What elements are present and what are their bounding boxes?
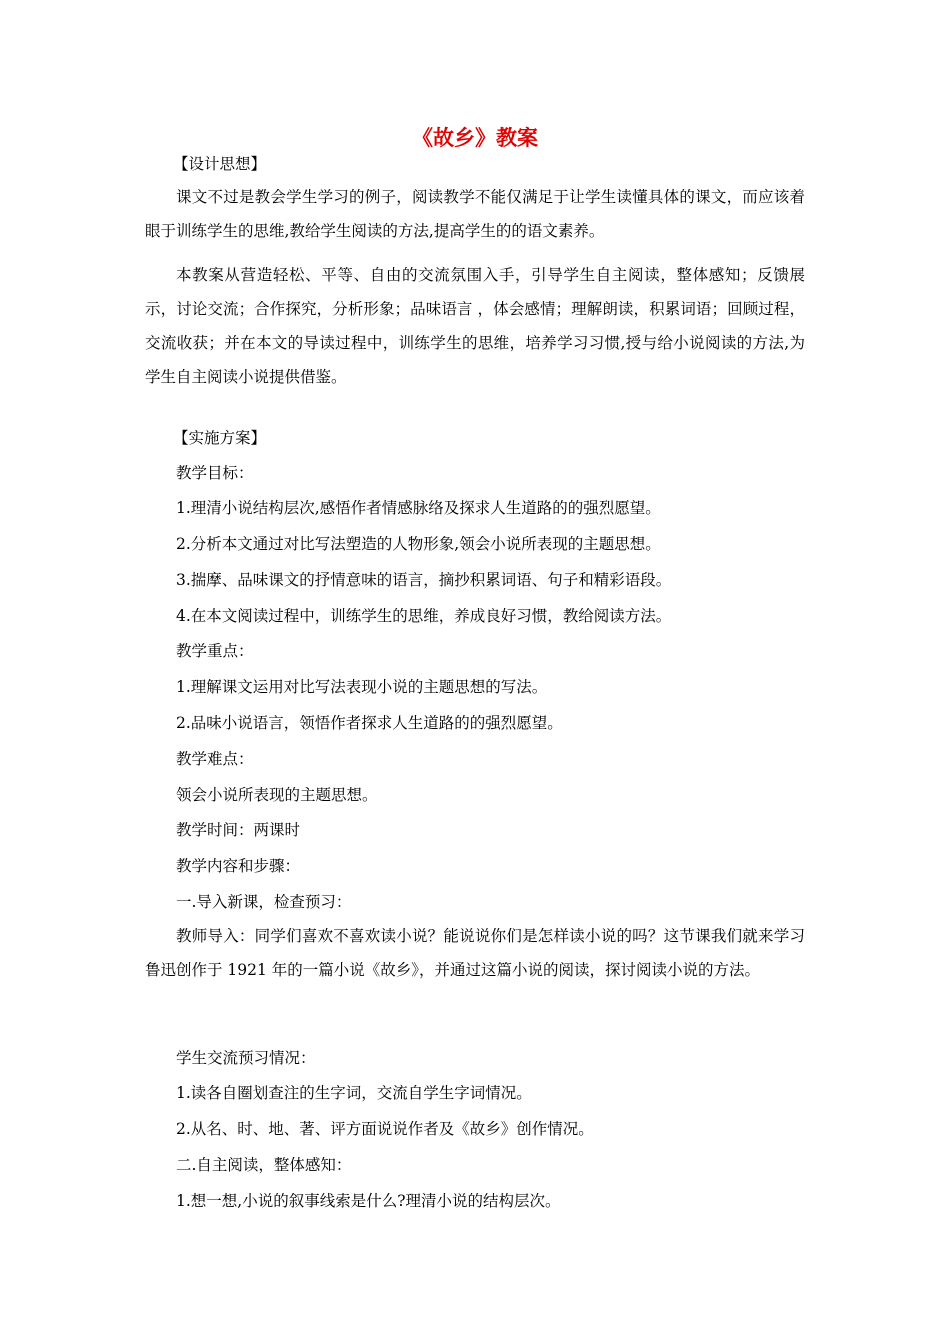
step-1-heading: 一.导入新课，检查预习： bbox=[176, 893, 352, 911]
key-point-item: 1.理解课文运用对比写法表现小说的主题思想的写法。 bbox=[176, 678, 548, 696]
goal-item: 1.理清小说结构层次,感悟作者情感脉络及探求人生道路的的强烈愿望。 bbox=[176, 499, 661, 517]
preview-item: 2.从名、时、地、著、评方面说说作者及《故乡》创作情况。 bbox=[176, 1120, 594, 1138]
key-point-item: 2.品味小说语言，领悟作者探求人生道路的的强烈愿望。 bbox=[176, 714, 563, 732]
preview-item: 1.读各自圈划查注的生字词，交流自学生字词情况。 bbox=[176, 1084, 532, 1102]
teacher-intro-paragraph: 教师导入：同学们喜欢不喜欢读小说？能说说你们是怎样读小说的吗？这节课我们就来学习鲁迅创作于 1921 年的一篇小说《故乡》，并通过这篇小说的阅读，探讨阅读小说的方法。 bbox=[145, 927, 805, 979]
design-paragraph-1: 课文不过是教会学生学习的例子，阅读教学不能仅满足于让学生读懂具体的课文，而应该着眼于训练学生的思维,教给学生阅读的方法,提高学生的的语文素养。 bbox=[145, 188, 805, 240]
steps-label: 教学内容和步骤： bbox=[176, 857, 301, 875]
teaching-time: 教学时间：两课时 bbox=[176, 821, 301, 839]
goals-label: 教学目标： bbox=[176, 464, 254, 482]
difficulty-text: 领会小说所表现的主题思想。 bbox=[176, 786, 378, 804]
goal-item: 4.在本文阅读过程中，训练学生的思维，养成良好习惯，教给阅读方法。 bbox=[176, 607, 672, 625]
step-2-item: 1.想一想,小说的叙事线索是什么?理清小说的结构层次。 bbox=[176, 1192, 561, 1210]
goal-item: 3.揣摩、品味课文的抒情意味的语言，摘抄积累词语、句子和精彩语段。 bbox=[176, 571, 672, 589]
step-2-heading: 二.自主阅读，整体感知： bbox=[176, 1156, 352, 1174]
preview-label: 学生交流预习情况： bbox=[176, 1049, 316, 1067]
document-title: 《故乡》教案 bbox=[412, 126, 538, 150]
key-label: 教学重点： bbox=[176, 642, 254, 660]
design-paragraph-2: 本教案从营造轻松、平等、自由的交流氛围入手，引导学生自主阅读，整体感知；反馈展示，讨论交流；合作探究，分析形象；品味语言 ，体会感情；理解朗读，积累词语；回顾过程，交流收获；并在本文的导读过程中，训练学生的思维，培养学习习惯,授与给小说阅读的方法,为学生自主阅读小说提供借鉴。 bbox=[145, 266, 805, 386]
goal-item: 2.分析本文通过对比写法塑造的人物形象,领会小说所表现的主题思想。 bbox=[176, 535, 661, 553]
difficulty-label: 教学难点： bbox=[176, 750, 254, 768]
plan-heading: 【实施方案】 bbox=[173, 429, 267, 447]
design-heading: 【设计思想】 bbox=[173, 155, 267, 173]
